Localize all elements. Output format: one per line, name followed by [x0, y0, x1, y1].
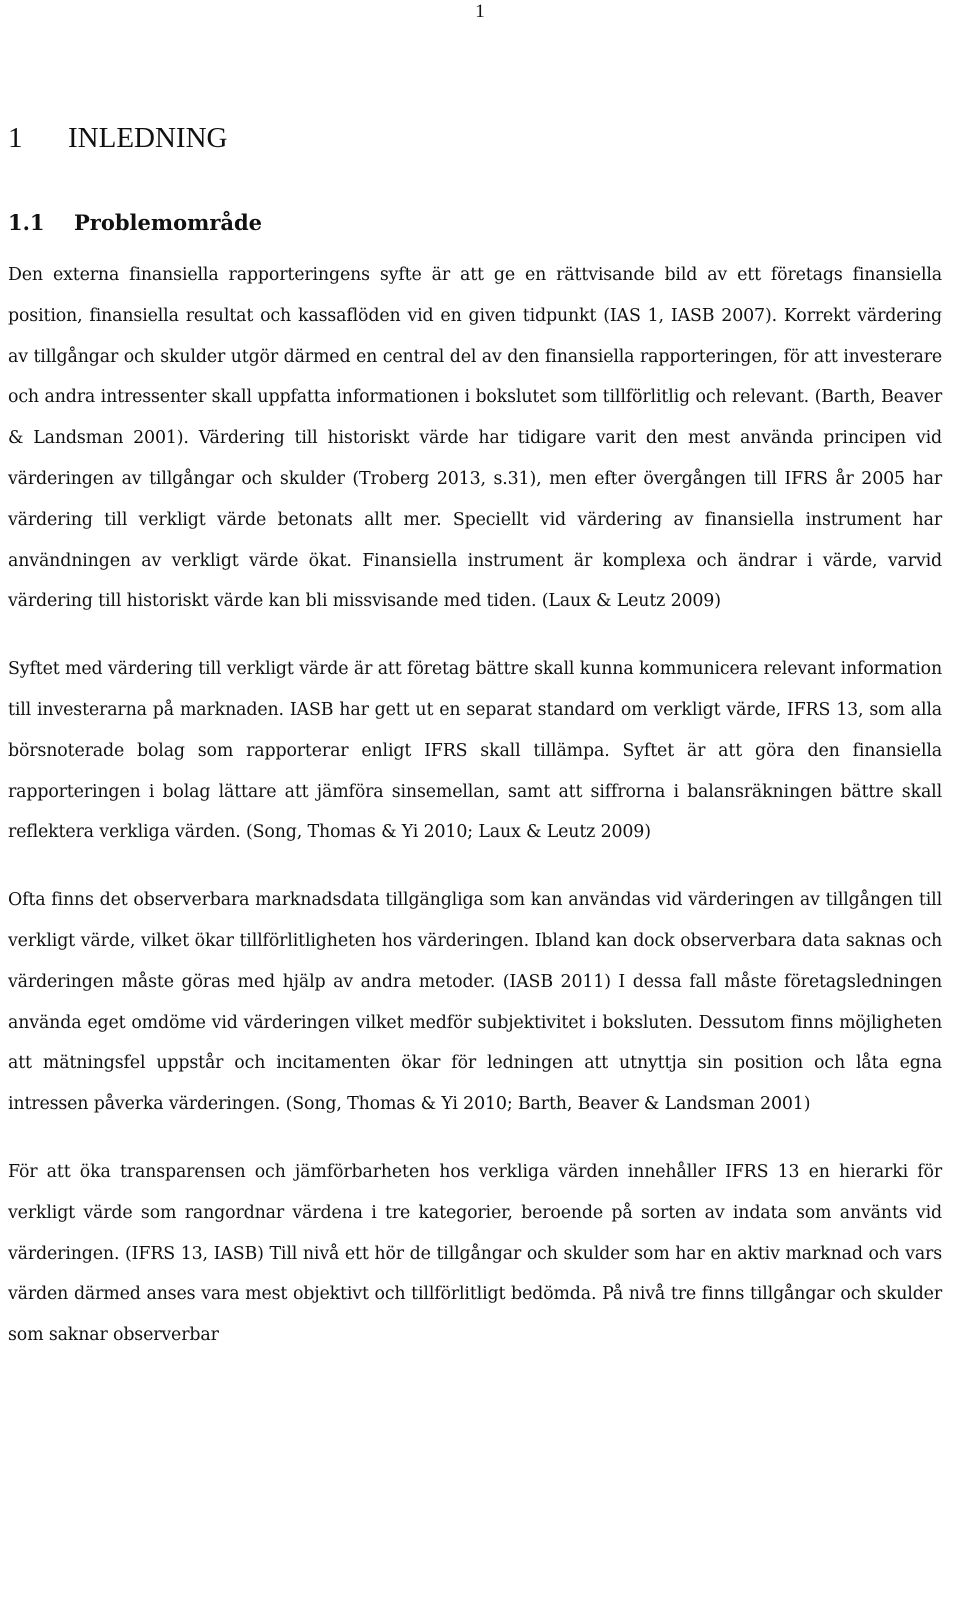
paragraph: Syftet med värdering till verkligt värde är att företag bättre skall kunna kommunicera relevant information till investerarna på marknaden. IASB har gett ut en separat standard om verkligt värde, IFRS 13, som alla börsnoterade bolag som rapporterar enligt IFRS skall tillämpa. Syftet är att göra den finansiella rapporteringen i bolag lättare att jämföra sinsemellan, samt att siffrorna i balansräkningen bättre skall reflektera verkliga värden. (Song, Thomas & Yi 2010; Laux & Leutz 2009): [8, 659, 942, 843]
body-text: [8, 255, 942, 1383]
paragraph: Den externa finansiella rapporteringens syfte är att ge en rättvisande bild av ett företags finansiella position, finansiella resultat och kassaflöden vid en given tidpunkt (IAS 1, IASB 2007). Korrekt värdering av tillgångar och skulder utgör därmed en central del av den finansiella rapporteringen, för att investerare och andra intressenter skall uppfatta informationen i bokslutet som tillförlitlig och relevant. (Barth, Beaver & Landsman 2001). Värdering till historiskt värde har tidigare varit den mest använda principen vid värderingen av tillgångar och skulder (Troberg 2013, s.31), men efter övergången till IFRS år 2005 har värdering till verkligt värde betonats allt mer. Speciellt vid värdering av finansiella instrument har användningen av verkligt värde ökat. Finansiella instrument är komplexa och ändrar i värde, varvid värdering till historiskt värde kan bli missvisande med tiden. (Laux & Leutz 2009): [8, 265, 942, 612]
chapter-heading: [8, 118, 227, 158]
page-number: 1: [475, 1, 485, 22]
chapter-title: INLEDNING: [68, 122, 228, 154]
paragraph: För att öka transparensen och jämförbarheten hos verkliga värden innehåller IFRS 13 en hierarki för verkligt värde som rangordnar värdena i tre kategorier, beroende på sorten av indata som använts vid värderingen. (IFRS 13, IASB) Till nivå ett hör de tillgångar och skulder som har en aktiv marknad och vars värden därmed anses vara mest objektivt och tillförlitligt bedömda. På nivå tre finns tillgångar och skulder som saknar observerbar: [8, 1161, 942, 1346]
chapter-number: 1: [8, 122, 23, 154]
paragraph: Ofta finns det observerbara marknadsdata tillgängliga som kan användas vid värderingen av tillgången till verkligt värde, vilket ökar tillförlitligheten hos värderingen. Ibland kan dock observerbara data saknas och värderingen måste göras med hjälp av andra metoder. (IASB 2011) I dessa fall måste företagsledningen använda eget omdöme vid värderingen vilket medför subjektivitet i boksluten. Dessutom finns möjligheten att mätningsfel uppstår och incitamenten ökar för ledningen att utnyttja sin position och låta egna intressen påverka värderingen. (Song, Thomas & Yi 2010; Barth, Beaver & Landsman 2001): [8, 890, 942, 1115]
section-title: Problemområde: [74, 210, 263, 235]
section-number: 1.1: [8, 210, 45, 235]
section-heading: [8, 206, 262, 240]
